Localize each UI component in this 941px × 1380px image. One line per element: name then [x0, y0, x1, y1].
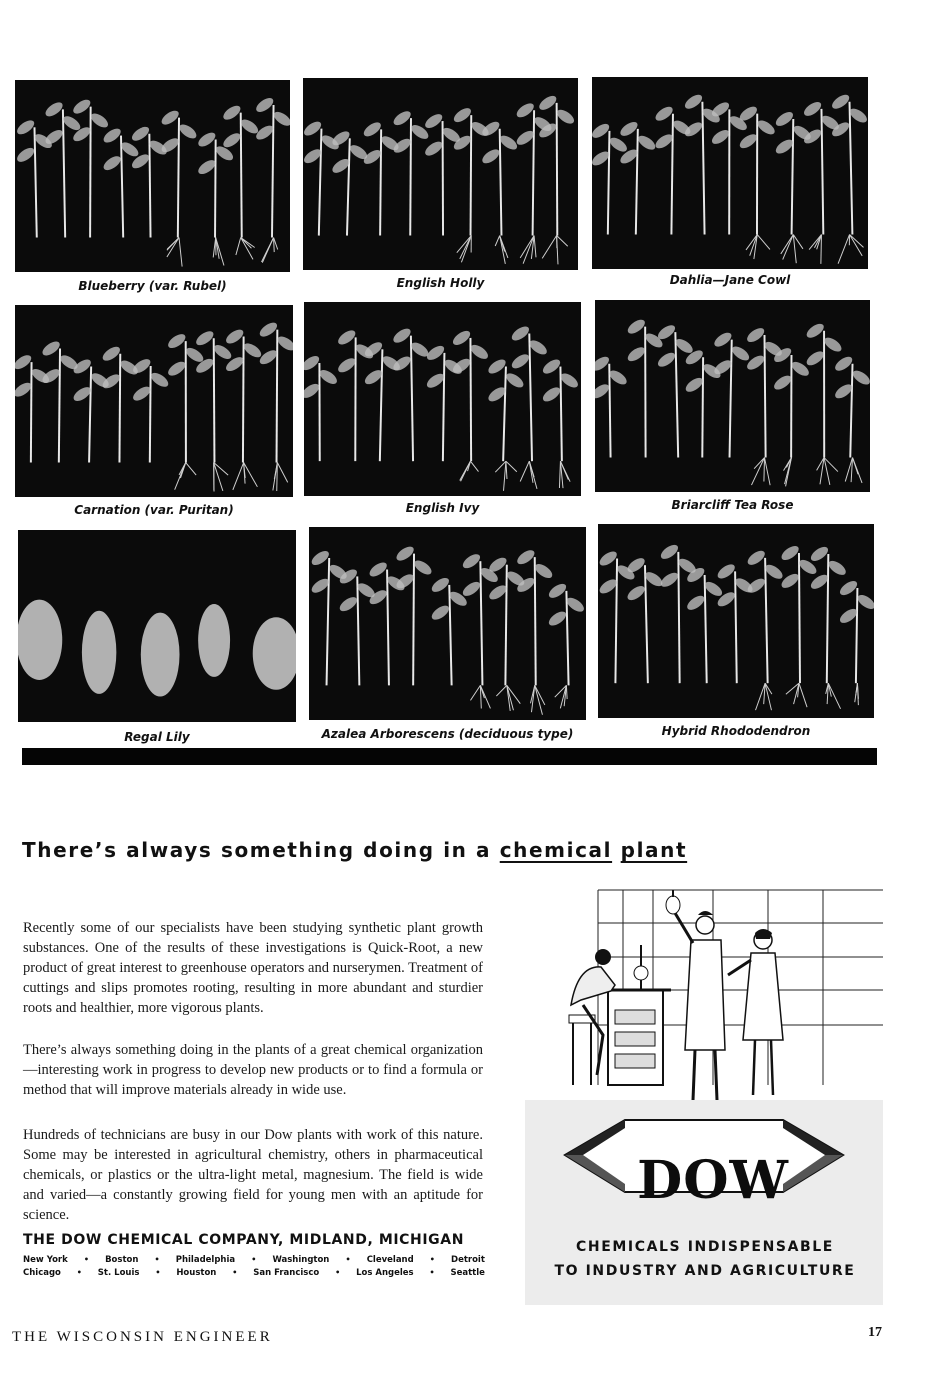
- leaf: [683, 92, 705, 111]
- caption-blueberry: Blueberry (var. Rubel): [78, 279, 227, 293]
- stem: [89, 366, 91, 462]
- root: [535, 685, 545, 705]
- city: Seattle: [450, 1268, 485, 1278]
- leaf: [15, 118, 37, 137]
- leaf: [486, 357, 508, 377]
- leaf: [772, 373, 794, 392]
- stem: [410, 118, 411, 235]
- root: [765, 683, 771, 710]
- root: [496, 685, 506, 696]
- body-paragraph-1: Recently some of our specialists have been studying synthetic plant growth substances. One of the results of these investigations is Quick-Root, a new product of great interest to greenhouse operators and nurserymen. Treatment of cuttings and slips promotes rooting, resulting in more abundant and sturdier roots and healthier, more vigorous plants.: [23, 920, 483, 1016]
- stem: [31, 362, 32, 462]
- leaf: [745, 548, 767, 568]
- city: Houston: [176, 1268, 217, 1278]
- root: [535, 685, 543, 714]
- stem: [533, 110, 535, 235]
- caption-azalea: Azalea Arborescens (deciduous type): [321, 727, 574, 741]
- city: Philadelphia: [175, 1255, 236, 1265]
- leaf: [547, 609, 569, 628]
- city: San Francisco: [253, 1268, 320, 1278]
- stem: [272, 105, 274, 238]
- root: [798, 683, 799, 697]
- leaf: [541, 385, 563, 405]
- leaf: [423, 139, 445, 158]
- stem: [503, 366, 506, 461]
- leaf: [659, 570, 681, 590]
- stem: [675, 332, 678, 457]
- leaf: [838, 578, 860, 598]
- root: [783, 235, 794, 260]
- leaf: [394, 544, 416, 563]
- leaf: [653, 104, 675, 123]
- cuttings-graphic: [18, 530, 296, 722]
- leaf: [317, 367, 339, 387]
- photo-azalea: [309, 527, 586, 720]
- caption-regal-lily: Regal Lily: [124, 730, 190, 744]
- root: [824, 458, 830, 485]
- leaf: [745, 325, 767, 344]
- photo-tea-rose: [595, 300, 870, 492]
- root: [828, 683, 840, 709]
- stem: [215, 140, 216, 238]
- root: [506, 461, 517, 472]
- stem: [449, 585, 451, 685]
- root: [495, 236, 499, 246]
- stem: [34, 127, 36, 237]
- cuttings-graphic: [304, 302, 581, 496]
- tagline-line-2: TO INDUSTRY AND AGRICULTURE: [554, 1263, 856, 1279]
- root: [460, 461, 471, 480]
- leaf: [89, 111, 111, 130]
- body-paragraph-3: Hundreds of technicians are busy in our Dow plants with work of this nature. Some may be interested in agricultural chemistry, others in pharmaceutical chemicals, or plastics or the ultra-light metal, magnesium. The field is wide and varied—a constantly growing field for young men with an aptitude for science.: [23, 1127, 483, 1223]
- leaf: [625, 583, 647, 603]
- leaf: [715, 562, 737, 582]
- caption-rhododendron: Hybrid Rhododendron: [661, 724, 811, 738]
- root: [853, 458, 863, 483]
- root: [216, 238, 224, 266]
- leaf: [101, 126, 123, 145]
- leaf: [221, 131, 243, 150]
- stem: [214, 338, 215, 462]
- headline-text: There’s always something doing in a: [22, 838, 500, 862]
- stem: [505, 565, 506, 686]
- leaf: [802, 99, 824, 118]
- caption-carnation: Carnation (var. Puritan): [74, 503, 234, 517]
- city: Chicago: [23, 1268, 61, 1278]
- leaf: [710, 127, 732, 146]
- stem: [702, 102, 704, 235]
- laboratory-illustration: [553, 885, 883, 1105]
- stem: [347, 138, 350, 235]
- caption-english-ivy: English Ivy: [405, 501, 480, 515]
- leaf: [515, 547, 537, 566]
- stem: [645, 565, 648, 683]
- stem: [792, 119, 794, 235]
- stem: [357, 576, 359, 685]
- leaf: [607, 135, 629, 154]
- root: [557, 236, 568, 247]
- stem: [730, 340, 732, 458]
- stem: [705, 575, 707, 683]
- root: [186, 463, 196, 476]
- city: Washington: [272, 1255, 330, 1265]
- headline-underlined-plant: plant: [620, 838, 688, 862]
- leaf: [685, 593, 707, 613]
- photo-blueberry: [15, 80, 290, 272]
- leaf: [537, 93, 559, 112]
- stem: [121, 136, 123, 238]
- root: [855, 683, 858, 702]
- leaf: [737, 131, 759, 150]
- leaf: [468, 342, 490, 362]
- root: [756, 683, 766, 710]
- stem: [59, 348, 60, 462]
- leaf: [40, 339, 62, 358]
- root: [470, 461, 478, 471]
- leaf: [618, 119, 640, 138]
- leaf: [804, 349, 826, 368]
- leaf: [779, 543, 801, 563]
- stem: [90, 107, 91, 238]
- stem: [149, 134, 150, 238]
- leaf: [755, 118, 777, 137]
- leaf: [224, 327, 246, 346]
- leaf: [196, 130, 218, 149]
- stem: [443, 353, 445, 461]
- root: [764, 458, 765, 482]
- root: [495, 461, 506, 472]
- stem: [480, 561, 482, 685]
- leaf: [547, 581, 569, 600]
- leaf: [555, 107, 577, 126]
- body-paragraph-2: There’s always something doing in the plants of a great chemical organization—interesting work in progress to develop new products or to find a formula or method that will improve materials already in wide use.: [23, 1042, 483, 1098]
- leaf: [337, 594, 359, 613]
- root: [520, 461, 529, 481]
- photo-english-ivy: [304, 302, 581, 496]
- city: New York: [23, 1255, 68, 1265]
- leaf: [504, 371, 526, 391]
- cities-row-1: New York • Boston • Philadelphia • Washington • Cleveland • Detroit: [23, 1255, 485, 1265]
- leaf: [194, 329, 216, 348]
- photo-dahlia: [592, 77, 868, 269]
- stem: [636, 129, 638, 235]
- leaf: [242, 341, 264, 360]
- root: [274, 238, 275, 253]
- leaf: [809, 544, 831, 564]
- root: [764, 458, 770, 486]
- bulb: [18, 600, 62, 680]
- root: [470, 685, 480, 700]
- root: [534, 236, 536, 258]
- stem: [327, 558, 330, 685]
- leaf: [541, 357, 563, 377]
- leaf: [15, 145, 37, 164]
- leaf: [509, 324, 531, 344]
- bulb: [253, 617, 296, 689]
- leaf: [159, 108, 181, 127]
- leaf: [429, 575, 451, 594]
- stem: [243, 337, 244, 463]
- leaf: [214, 144, 236, 163]
- stem: [529, 333, 532, 461]
- cuttings-graphic: [592, 77, 868, 269]
- company-name: THE DOW CHEMICAL COMPANY, MIDLAND, MICHIGAN: [23, 1232, 465, 1248]
- stem: [678, 552, 679, 683]
- stem: [277, 330, 278, 463]
- leaf: [452, 105, 474, 124]
- stem: [764, 335, 765, 457]
- leaf: [451, 328, 473, 348]
- stem: [500, 129, 502, 236]
- root: [262, 238, 273, 263]
- leaf: [833, 354, 855, 373]
- root: [236, 238, 241, 255]
- leaf: [533, 561, 555, 580]
- stem: [63, 109, 65, 237]
- leaf: [804, 321, 826, 340]
- stem: [799, 553, 800, 683]
- stem: [380, 349, 383, 461]
- leaf: [429, 603, 451, 622]
- leaf: [598, 549, 619, 569]
- cuttings-graphic: [15, 80, 290, 272]
- root: [244, 463, 258, 487]
- leaf: [391, 108, 413, 127]
- root: [754, 458, 764, 469]
- leaf: [101, 153, 123, 172]
- root: [799, 683, 807, 707]
- city: Cleveland: [366, 1255, 414, 1265]
- leaf: [43, 100, 65, 119]
- leaf: [212, 342, 234, 361]
- leaf: [367, 560, 389, 579]
- leaf: [391, 326, 413, 346]
- stem: [735, 571, 737, 683]
- stem: [178, 118, 179, 238]
- leaf: [461, 579, 483, 598]
- leaf: [779, 571, 801, 591]
- city: Detroit: [451, 1255, 485, 1265]
- stem: [702, 357, 703, 457]
- stem: [471, 115, 472, 235]
- leaf: [177, 122, 199, 141]
- root: [529, 461, 537, 489]
- photo-regal-lily: [18, 530, 296, 722]
- root: [179, 238, 182, 267]
- leaf: [166, 359, 188, 378]
- tagline-line-1: CHEMICALS INDISPENSABLE: [576, 1239, 834, 1255]
- stem: [387, 569, 389, 685]
- cuttings-graphic: [598, 524, 874, 718]
- stem: [671, 114, 673, 235]
- stem: [850, 102, 853, 235]
- headline: [22, 838, 687, 862]
- stem: [827, 554, 829, 683]
- leaf: [149, 370, 171, 389]
- stem: [821, 109, 823, 235]
- bulb: [141, 613, 180, 697]
- dow-logo-wordmark: DOW: [637, 1150, 789, 1211]
- root: [506, 461, 507, 479]
- leaf: [71, 97, 93, 116]
- stem: [856, 588, 858, 683]
- root: [809, 235, 821, 250]
- leaf: [196, 157, 218, 176]
- stem: [560, 367, 561, 462]
- leaf: [423, 111, 445, 130]
- stem: [557, 103, 558, 236]
- leaf: [625, 317, 647, 336]
- root: [542, 236, 556, 259]
- leaf: [412, 558, 434, 577]
- root: [850, 235, 863, 256]
- caption-english-holly: English Holly: [396, 276, 485, 290]
- leaf: [130, 124, 152, 143]
- root: [504, 461, 506, 491]
- stem: [850, 364, 852, 458]
- city: Boston: [105, 1255, 139, 1265]
- leaf: [514, 101, 536, 120]
- leaf: [730, 344, 752, 363]
- leaf: [850, 368, 870, 387]
- city: Los Angeles: [356, 1268, 414, 1278]
- stem: [413, 554, 414, 686]
- stem: [119, 354, 120, 463]
- stem: [609, 364, 610, 458]
- leaf: [636, 133, 658, 152]
- caption-tea-rose: Briarcliff Tea Rose: [671, 498, 794, 512]
- cuttings-graphic: [309, 527, 586, 720]
- leaf: [774, 109, 796, 128]
- bulb: [198, 604, 230, 677]
- stem: [150, 366, 151, 462]
- stem: [470, 338, 471, 461]
- leaf: [221, 103, 243, 122]
- headline-underlined-chemical: chemical: [499, 838, 613, 862]
- leaf: [480, 147, 502, 166]
- leaf: [361, 120, 383, 139]
- cities-row-2: Chicago • St. Louis • Houston • San Francisco • Los Angeles • Seattle: [23, 1268, 485, 1278]
- leaf: [509, 352, 531, 372]
- root: [751, 458, 764, 485]
- photo-carnation: [15, 305, 293, 497]
- leaf: [166, 331, 188, 350]
- caption-dahlia: Dahlia—Jane Cowl: [669, 273, 791, 287]
- root: [838, 235, 849, 264]
- leaf: [254, 95, 276, 114]
- stem: [535, 557, 536, 685]
- cuttings-graphic: [595, 300, 870, 492]
- leaf: [257, 348, 279, 367]
- cuttings-graphic: [303, 78, 578, 270]
- leaf: [625, 345, 647, 364]
- root: [175, 463, 186, 490]
- leaf: [822, 335, 844, 354]
- city: St. Louis: [97, 1268, 140, 1278]
- root: [233, 463, 244, 490]
- stem: [566, 591, 568, 686]
- publication-name: THE WISCONSIN ENGINEER: [12, 1329, 273, 1345]
- leaf: [656, 350, 678, 369]
- leaf: [826, 558, 848, 578]
- leaf: [830, 92, 852, 111]
- stem: [411, 336, 413, 462]
- leaf: [712, 330, 734, 349]
- root: [277, 463, 287, 483]
- leaf: [461, 551, 483, 570]
- photo-english-holly: [303, 78, 578, 270]
- leaf: [239, 117, 261, 136]
- page-number: 17: [868, 1325, 882, 1340]
- leaf: [257, 320, 279, 339]
- stem: [380, 129, 381, 235]
- root: [821, 235, 822, 264]
- bulb: [82, 611, 116, 694]
- leaf: [336, 356, 358, 376]
- section-divider: [22, 748, 877, 765]
- stem: [241, 113, 242, 238]
- root: [781, 235, 794, 254]
- leaf: [659, 542, 681, 562]
- stem: [765, 558, 768, 683]
- stem: [319, 129, 322, 236]
- leaf: [336, 328, 358, 348]
- cuttings-graphic: [15, 305, 293, 497]
- leaf: [100, 344, 122, 363]
- photo-rhododendron: [598, 524, 874, 718]
- stem: [615, 559, 617, 684]
- leaf: [309, 548, 331, 567]
- stem: [608, 131, 610, 235]
- root: [559, 461, 560, 488]
- root: [557, 236, 558, 265]
- root: [757, 235, 770, 250]
